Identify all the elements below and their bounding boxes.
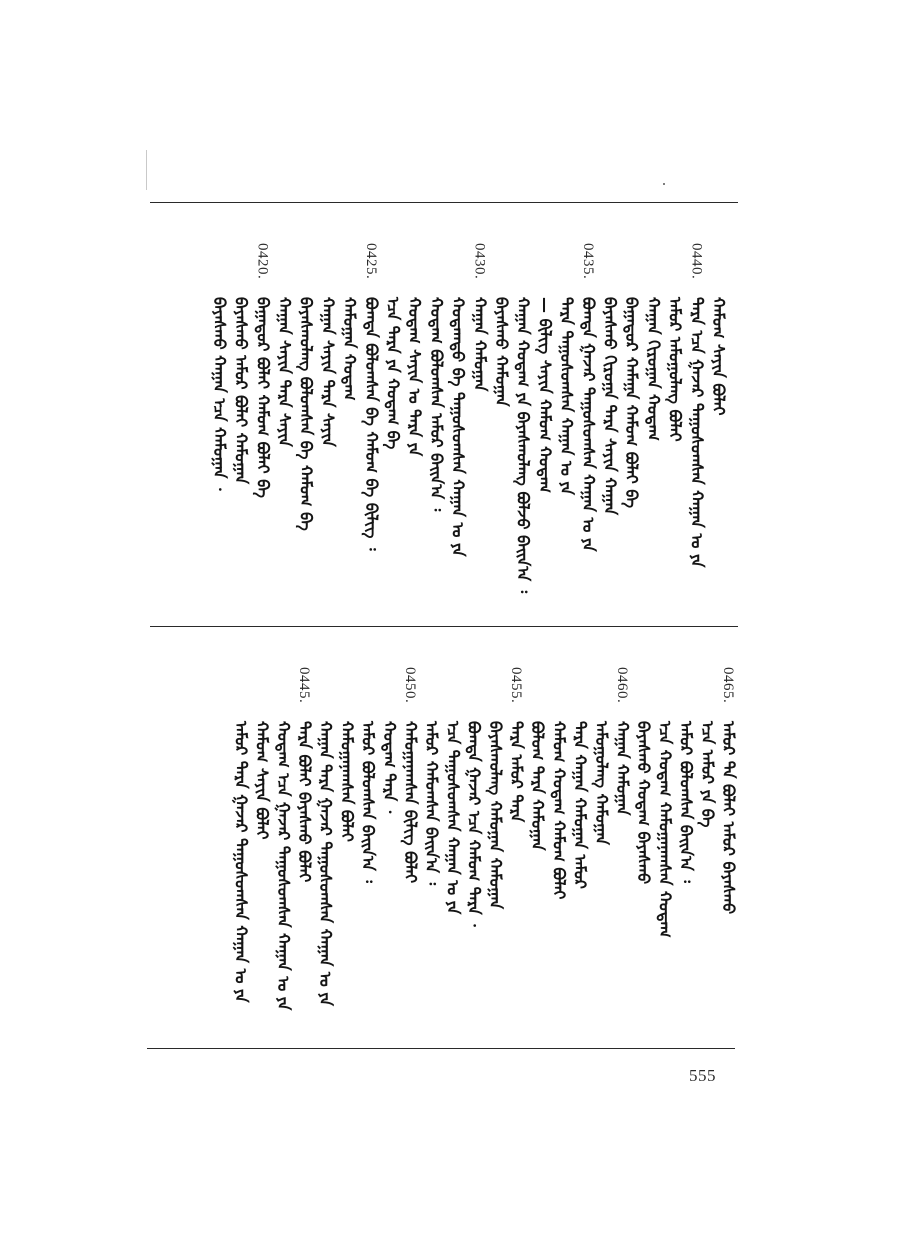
mongolian-script-line: ᠠᠮᠤᠷ ᠪᠣᠯᠤᠭᠰᠠᠨ ᠪᠠᠢᠨ᠎ᠠ ᠄ bbox=[676, 721, 696, 883]
text-line bbox=[511, 203, 535, 625]
text-line bbox=[532, 203, 556, 625]
mongolian-script-line: ᠠᠮᠤᠭᠤᠯᠠᠩ ᠬᠠᠮᠤᠭᠠᠨ bbox=[591, 721, 611, 846]
text-line bbox=[663, 203, 687, 625]
text-line bbox=[598, 203, 622, 625]
mongolian-script-line: ᠬᠠᠭᠠᠨ ᠬᠢᠷᠤᠭᠠᠨ ᠬᠤᠲᠠᠭ bbox=[643, 297, 663, 441]
mongolian-script-line: ᠬᠠᠮᠤᠭᠠᠨ ᠬᠤᠲᠠᠭ bbox=[340, 297, 360, 401]
mongolian-script-line: ᠲᠡᠷᠡ ᠳᠠᠭᠤᠰᠤᠭᠰᠠᠨ ᠬᠠᠭᠠᠨ ᠤ ᠶᠠ bbox=[557, 297, 577, 495]
line-number: 0460. bbox=[614, 667, 630, 704]
mongolian-script-line: ᠬᠠᠮᠤᠭᠠᠨᠠᠭᠰᠠᠨ ᠪᠣᠯᠠᠢ bbox=[337, 721, 357, 842]
mongolian-script-line: ᠪᠣᠭᠳᠠ ᠭᠠᠵᠠᠷ ᠳᠠᠭᠤᠰᠤᠭᠰᠠᠨ ᠬᠠᠭᠠᠨ ᠤ ᠶᠠ bbox=[578, 297, 598, 552]
text-line bbox=[313, 627, 337, 1047]
mongolian-script-line: ᠠᠮᠤᠷ ᠲᠡ ᠪᠣᠯᠠᠢ ᠠᠮᠤᠷ ᠪᠠᠶᠠᠰᠬᠤ bbox=[719, 721, 738, 915]
text-line bbox=[337, 203, 361, 625]
bottom-rule bbox=[147, 1048, 735, 1049]
line-number: 0455. bbox=[508, 667, 524, 704]
mongolian-script-line: ᠲᠡᠷᠡ ᠡᠴᠡ ᠭᠠᠵᠠᠷ ᠳᠠᠭᠤᠰᠤᠭᠰᠠᠨ ᠬᠠᠭᠠᠨ ᠤ ᠶᠠ bbox=[687, 297, 707, 568]
text-line bbox=[402, 203, 426, 625]
mongolian-script-line: ᠬᠤᠲᠠᠭ ᠡᠴᠡ ᠭᠠᠵᠠᠷ ᠳᠠᠭᠤᠰᠤᠭᠰᠠᠨ ᠬᠠᠭᠠᠨ ᠤ ᠶᠠ bbox=[273, 721, 293, 1011]
page-edge-mark bbox=[146, 150, 147, 190]
text-line bbox=[695, 627, 719, 1047]
text-line bbox=[504, 627, 528, 1047]
mongolian-script-line: ᠬᠠᠭᠠᠨ ᠰᠠᠶᠢᠨ ᠲᠡᠷᠡ ᠰᠠᠶᠢᠨ bbox=[275, 297, 294, 447]
line-number: 0450. bbox=[402, 667, 418, 704]
text-line bbox=[674, 627, 698, 1047]
mongolian-script-line: ᠪᠣᠭᠳᠠ ᠭᠠᠵᠠᠷ ᠡᠴᠡ ᠬᠠᠮᠤᠭ ᠲᠡᠷᠡ ᠂ bbox=[464, 721, 484, 927]
text-line bbox=[576, 203, 600, 625]
text-line bbox=[424, 203, 448, 625]
text-line bbox=[440, 627, 464, 1047]
mongolian-script-line: ᠪᠠᠭᠠᠲᠤᠷ ᠬᠠᠮᠠᠭᠠ ᠬᠠᠮᠤᠭ ᠪᠣᠯᠠᠢ ᠪᠠ bbox=[622, 297, 642, 509]
mongolian-script-line: ᠲᠡᠷᠡ ᠪᠣᠯᠠᠢ ᠪᠠᠶᠠᠰᠬᠤ ᠪᠣᠯᠠᠢ bbox=[295, 721, 314, 883]
page-number: 555 bbox=[689, 1066, 716, 1085]
text-line bbox=[398, 627, 422, 1047]
text-line bbox=[315, 203, 339, 625]
text-line bbox=[419, 627, 443, 1047]
mongolian-script-line: ᠡᠴᠡ ᠠᠮᠤᠷ ᠶᠠ ᠪᠠ bbox=[697, 721, 717, 828]
text-line bbox=[271, 627, 295, 1047]
text-line bbox=[228, 627, 252, 1047]
text-line bbox=[292, 627, 316, 1047]
mongolian-script-line: ᠡᠴᠡ ᠬᠤᠲᠠᠭ ᠬᠠᠮᠤᠭᠠᠨᠠᠭᠰᠠᠨ ᠬᠤᠲᠠᠭ bbox=[655, 721, 675, 938]
line-number: 0425. bbox=[362, 243, 379, 280]
text-line bbox=[610, 627, 634, 1047]
text-line bbox=[359, 203, 383, 625]
text-line bbox=[381, 203, 405, 625]
mongolian-script-line: ᠲᠡᠷᠡ ᠠᠮᠤᠷ ᠲᠡᠷᠡ bbox=[507, 721, 526, 823]
text-line bbox=[334, 627, 358, 1047]
text-line bbox=[467, 203, 491, 625]
mongolian-script-line: ᠪᠠᠶᠠᠰᠬᠤᠯᠠᠩ ᠪᠣᠯᠤᠭᠰᠠᠨ ᠪᠠ ᠬᠠᠮᠤᠭ ᠪᠠ bbox=[296, 297, 316, 531]
text-line bbox=[356, 627, 380, 1047]
text-line bbox=[546, 627, 570, 1047]
text-line bbox=[716, 627, 740, 1047]
text-line bbox=[462, 627, 486, 1047]
line-number: 0465. bbox=[720, 667, 736, 704]
mongolian-script-line: ᠬᠠᠮᠤᠭ ᠬᠤᠲᠠᠭ ᠬᠠᠮᠤᠭ ᠪᠣᠯᠠᠢ bbox=[549, 721, 569, 900]
mongolian-script-line: ᠬᠠᠮᠤᠭ ᠰᠠᠶᠢᠨ ᠪᠣᠯᠠᠢ bbox=[252, 721, 272, 840]
mongolian-script-line: ᠬᠠᠭᠠᠨ ᠲᠡᠷᠡ ᠭᠠᠵᠠᠷ ᠳᠠᠭᠤᠰᠤᠭᠰᠠᠨ ᠬᠠᠭᠠᠨ ᠤ ᠶᠠ bbox=[316, 721, 336, 1006]
text-line bbox=[250, 627, 274, 1047]
text-line bbox=[483, 627, 507, 1047]
text-line bbox=[568, 627, 592, 1047]
mongolian-script-line: ᠬᠤᠲᠠᠭ ᠲᠡᠷᠡ ᠂ bbox=[379, 721, 399, 814]
mongolian-script-line: ᠲᠡᠷᠡ ᠬᠠᠭᠠᠨ ᠬᠠᠮᠤᠭᠠᠨ ᠠᠮᠤᠷ bbox=[570, 721, 590, 889]
scan-speck bbox=[663, 183, 665, 185]
mongolian-script-line: ᠪᠠᠶᠠᠰᠬᠤ ᠠᠮᠤᠷ ᠪᠣᠯᠠᠢ ᠬᠠᠮᠤᠭᠠᠨ bbox=[231, 297, 251, 485]
text-line bbox=[377, 627, 401, 1047]
mongolian-script-line: ᠬᠤᠲᠠᠭ ᠪᠣᠯᠤᠭᠰᠠᠨ ᠠᠮᠤᠷ ᠪᠠᠢᠨ᠎ᠠ ᠄ bbox=[426, 297, 446, 512]
mongolian-script-line: ᠪᠠᠭᠠᠲᠤᠷ ᠪᠣᠯᠠᠢ ᠬᠠᠮᠤᠭ ᠪᠣᠯᠠᠢ ᠪᠠ bbox=[253, 297, 273, 498]
upper-text-section bbox=[150, 203, 738, 625]
mongolian-script-line: ᠬᠠᠮᠤᠭᠠᠨᠠᠭᠰᠠᠨ ᠪᠢᠯᠢᠭ ᠪᠣᠯᠠᠢ bbox=[401, 721, 420, 884]
mongolian-script-line: ᠡᠴᠡ ᠲᠡᠷᠡ ᠶᠠ ᠬᠤᠲᠠᠭ ᠪᠠ bbox=[383, 297, 403, 450]
mongolian-script-line: ᠪᠠᠶᠠᠰᠬᠤ ᠬᠠᠮᠤᠭᠠᠨ bbox=[492, 297, 511, 407]
mongolian-script-line: ᠬᠤᠲᠠᠭ ᠰᠠᠶᠢᠨ ᠤ ᠲᠡᠷᠡ ᠶᠠ bbox=[405, 297, 425, 457]
text-line bbox=[272, 203, 296, 625]
text-line bbox=[684, 203, 708, 625]
mongolian-script-line: ᠪᠠᠶᠠᠰᠬᠤᠯᠠᠩ ᠬᠠᠮᠤᠭᠠᠨ ᠬᠠᠮᠤᠭᠠᠨ bbox=[485, 721, 505, 910]
text-line bbox=[207, 203, 231, 625]
mongolian-script-line: — ᠪᠢᠯᠢᠭ ᠰᠠᠶᠢᠨ ᠬᠠᠮᠤᠭ ᠬᠤᠲᠠᠭ bbox=[535, 297, 555, 493]
mongolian-script-line: ᠠᠮᠤᠷ ᠲᠡᠷᠡ ᠭᠠᠵᠠᠷ ᠳᠠᠭᠤᠰᠤᠭᠰᠠᠨ ᠬᠠᠭᠠᠨ ᠤ ᠶᠠ bbox=[231, 721, 251, 1003]
text-line bbox=[589, 627, 613, 1047]
line-number: 0435. bbox=[579, 243, 596, 280]
text-line bbox=[250, 203, 274, 625]
line-number: 0440. bbox=[688, 243, 705, 280]
text-line bbox=[706, 203, 730, 625]
text-line bbox=[619, 203, 643, 625]
mongolian-script-line: ᠪᠠᠶᠠᠰᠬᠤ ᠬᠠᠭᠠᠨ ᠡᠴᠡ ᠬᠠᠮᠤᠭᠠᠨ ᠂ bbox=[209, 297, 229, 491]
mongolian-script-line: ᠬᠠᠭᠠᠨ ᠬᠤᠲᠠᠭ ᠶᠠ ᠪᠠᠶᠠᠰᠬᠤᠯᠠᠩ ᠪᠣᠯᠵᠤ ᠪᠠᠢᠨ᠎ᠠ ᠄ bbox=[513, 297, 533, 594]
mongolian-script-line: ᠠᠮᠤᠷ ᠠᠮᠤᠭᠤᠯᠠᠩ ᠪᠣᠯᠠᠢ bbox=[665, 297, 685, 442]
mongolian-script-line: ᠠᠮᠤᠷ ᠪᠣᠯᠤᠭᠰᠠᠨ ᠪᠠᠢᠨ᠎ᠠ ᠄ bbox=[358, 721, 378, 883]
text-line bbox=[525, 627, 549, 1047]
mongolian-script-line: ᠡᠴᠡ ᠳᠠᠭᠤᠰᠤᠭᠰᠠᠨ ᠬᠠᠭᠠᠨ ᠤ ᠶᠠ bbox=[443, 721, 463, 915]
mongolian-script-line: ᠬᠠᠭᠠᠨ ᠰᠠᠶᠢᠨ ᠲᠡᠷᠡ ᠰᠠᠶᠢᠨ bbox=[318, 297, 338, 447]
mongolian-script-line: ᠪᠣᠭᠳᠠ ᠪᠣᠯᠤᠭᠰᠠᠨ ᠪᠠ ᠬᠠᠮᠤᠭ ᠪᠠ ᠪᠢᠯᠢᠭ ᠄ bbox=[361, 297, 381, 551]
text-line bbox=[294, 203, 318, 625]
text-line bbox=[641, 203, 665, 625]
mongolian-script-line: ᠪᠣᠯᠤᠭ ᠲᠡᠷᠡ ᠬᠠᠮᠤᠭᠠᠨ bbox=[528, 721, 548, 851]
lower-text-section bbox=[150, 627, 738, 1047]
mongolian-script-line: ᠠᠮᠤᠷ ᠬᠠᠮᠤᠭᠰᠠᠨ ᠪᠠᠢᠨ᠎ᠠ ᠄ bbox=[422, 721, 442, 886]
mongolian-script-line: ᠬᠠᠭᠠᠨ ᠬᠠᠮᠤᠭᠠᠨ bbox=[613, 721, 632, 816]
text-line bbox=[229, 203, 253, 625]
mongolian-script-line: ᠬᠠᠭᠠᠨ ᠬᠠᠮᠤᠭᠠᠨ bbox=[470, 297, 490, 392]
text-line bbox=[652, 627, 676, 1047]
mongolian-script-line: ᠪᠠᠶᠠᠰᠬᠤ ᠬᠤᠲᠠᠭ ᠪᠠᠶᠠᠰᠬᠤ bbox=[634, 721, 654, 885]
text-line bbox=[554, 203, 578, 625]
line-number: 0445. bbox=[296, 667, 312, 704]
mongolian-script-line: ᠬᠤᠲᠠᠭᠲᠤ ᠪᠠ ᠳᠠᠭᠤᠰᠤᠭᠰᠠᠨ ᠬᠠᠭᠠᠨ ᠤ ᠶᠠ bbox=[448, 297, 468, 557]
line-number: 0420. bbox=[254, 243, 271, 280]
mongolian-script-line: ᠪᠠᠶᠠᠰᠬᠤ ᠬᠢᠷᠤᠭᠠ ᠲᠡᠷᠡ ᠰᠠᠶᠢᠨ ᠬᠠᠭᠠᠨ bbox=[600, 297, 620, 516]
mongolian-script-line: ᠬᠠᠮᠤᠭ ᠰᠠᠶᠢᠨ ᠪᠣᠯᠠᠢ bbox=[709, 297, 728, 416]
text-line bbox=[489, 203, 513, 625]
text-line bbox=[446, 203, 470, 625]
text-line bbox=[631, 627, 655, 1047]
line-number: 0430. bbox=[471, 243, 488, 280]
